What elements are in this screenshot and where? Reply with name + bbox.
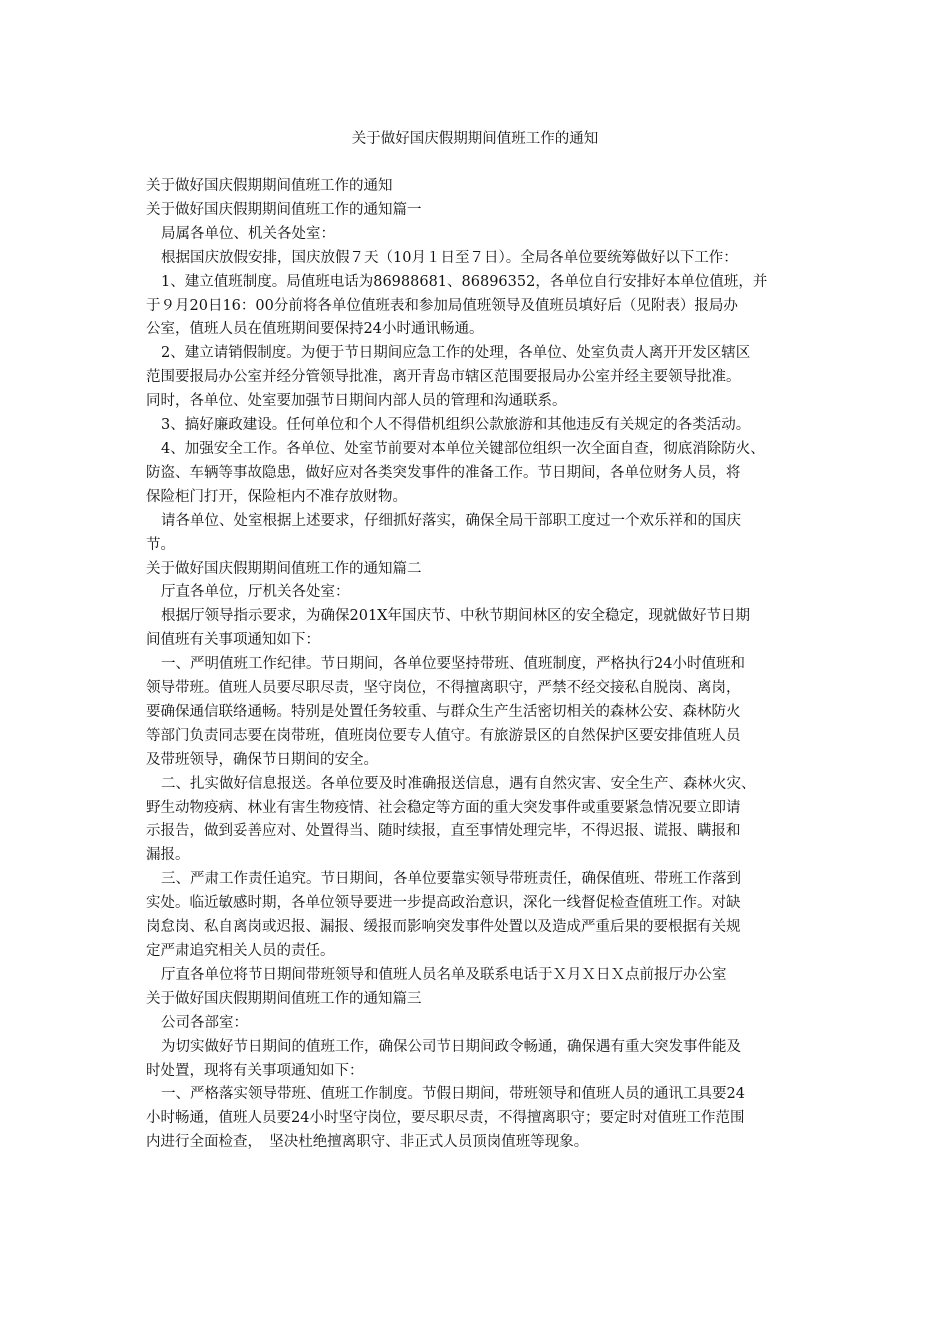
text-line: 2、建立请销假制度。为便于节日期间应急工作的处理，各单位、处室负责人离开开发区辖区 [161, 345, 751, 362]
text-line: 等部门负责同志要在岗带班，值班岗位要专人值守。有旅游景区的自然保护区要安排值班人员 [146, 727, 741, 744]
text-line: 厅直各单位，厅机关各处室： [161, 584, 350, 601]
text-line: 为切实做好节日期间的值班工作，确保公司节日期间政令畅通，确保遇有重大突发事件能及 [161, 1038, 741, 1055]
text-line: 一、严格落实领导带班、值班工作制度。节假日期间，带班领导和值班人员的通讯工具要24 [161, 1086, 745, 1103]
text-line: 定严肃追究相关人员的责任。 [146, 943, 335, 959]
text-line: 公室，值班人员在值班期间要保持24小时通讯畅通。 [146, 321, 484, 338]
text-line: 节。 [146, 536, 175, 553]
text-line: 于９月20日16：00分前将各单位值班表和参加局值班领导及值班员填好后（见附表）报局办 [146, 297, 738, 314]
text-line: 领导带班。值班人员要尽职尽责，坚守岗位，不得擅离职守，严禁不经交接私自脱岗、离岗， [146, 680, 741, 697]
text-line: 局属各单位、机关各处室： [161, 225, 335, 242]
text-line: 及带班领导，确保节日期间的安全。 [146, 751, 378, 768]
text-line: 同时，各单位、处室要加强节日期间内部人员的管理和沟通联系。 [146, 393, 567, 410]
text-line: 示报告，做到妥善应对、处置得当、随时续报，直至事情处理完毕，不得迟报、谎报、瞒报和 [146, 823, 741, 840]
text-line: 1、建立值班制度。局值班电话为86988681、86896352，各单位自行安排好本单位值班，并 [161, 273, 768, 290]
text-line: 岗怠岗、私自离岗或迟报、漏报、缓报而影响突发事件处置以及造成严重后果的要根据有关规 [146, 919, 741, 936]
document-title: 关于做好国庆假期期间值班工作的通知 [351, 131, 599, 147]
text-line: 实处。临近敏感时期，各单位领导要进一步提高政治意识，深化一线督促检查值班工作。对缺 [146, 895, 741, 912]
text-line: 关于做好国庆假期期间值班工作的通知篇三 [146, 990, 422, 1007]
text-line: 关于做好国庆假期期间值班工作的通知篇一 [146, 201, 422, 218]
text-line: 二、扎实做好信息报送。各单位要及时准确报送信息，遇有自然灾害、安全生产、森林火灾、 [161, 775, 756, 792]
text-line: 一、严明值班工作纪律。节日期间，各单位要坚持带班、值班制度，严格执行24小时值班和 [161, 656, 745, 673]
text-line: 时处置，现将有关事项通知如下： [146, 1062, 364, 1079]
text-line: 4、加强安全工作。各单位、处室节前要对本单位关键部位组织一次全面自查，彻底消除防火、 [161, 440, 765, 457]
text-line: 内进行全面检查， 坚决杜绝擅离职守、非正式人员顶岗值班等现象。 [146, 1134, 589, 1151]
text-line: 范围要报局办公室并经分管领导批准，离开青岛市辖区范围要报局办公室并经主要领导批准。 [146, 369, 741, 386]
text-line: 关于做好国庆假期期间值班工作的通知篇二 [146, 560, 422, 577]
text-line: 间值班有关事项通知如下： [146, 632, 320, 649]
text-line: 野生动物疫病、林业有害生物疫情、社会稳定等方面的重大突发事件或重要紧急情况要立即请 [146, 799, 741, 816]
text-line: 根据国庆放假安排，国庆放假７天（10月１日至７日）。全局各单位要统筹做好以下工作： [161, 249, 738, 266]
text-line: 保险柜门打开，保险柜内不准存放财物。 [146, 488, 407, 505]
text-line: 公司各部室： [161, 1014, 248, 1031]
text-line: 关于做好国庆假期期间值班工作的通知 [146, 178, 393, 194]
text-line: 三、严肃工作责任追究。节日期间，各单位要靠实领导带班责任，确保值班、带班工作落到 [161, 871, 741, 888]
text-line: 请各单位、处室根据上述要求，仔细抓好落实，确保全局干部职工度过一个欢乐祥和的国庆 [161, 512, 741, 529]
text-line: 防盗、车辆等事故隐患，做好应对各类突发事件的准备工作。节日期间，各单位财务人员，将 [146, 464, 741, 481]
text-line: 要确保通信联络通畅。特别是处置任务较重、与群众生产生活密切相关的森林公安、森林防火 [146, 703, 741, 720]
text-line: 小时畅通，值班人员要24小时坚守岗位，要尽职尽责，不得擅离职守；要定时对值班工作范围 [146, 1110, 745, 1127]
text-line: 3、搞好廉政建设。任何单位和个人不得借机组织公款旅游和其他违反有关规定的各类活动。 [161, 417, 751, 434]
text-line: 根据厅领导指示要求，为确保201X年国庆节、中秋节期间林区的安全稳定，现就做好节日期 [161, 608, 750, 625]
document-body [146, 175, 822, 1155]
text-line: 厅直各单位将节日期间带班领导和值班人员名单及联系电话于Ｘ月Ｘ日Ｘ点前报厅办公室 [161, 966, 727, 983]
text-line: 漏报。 [146, 847, 190, 864]
